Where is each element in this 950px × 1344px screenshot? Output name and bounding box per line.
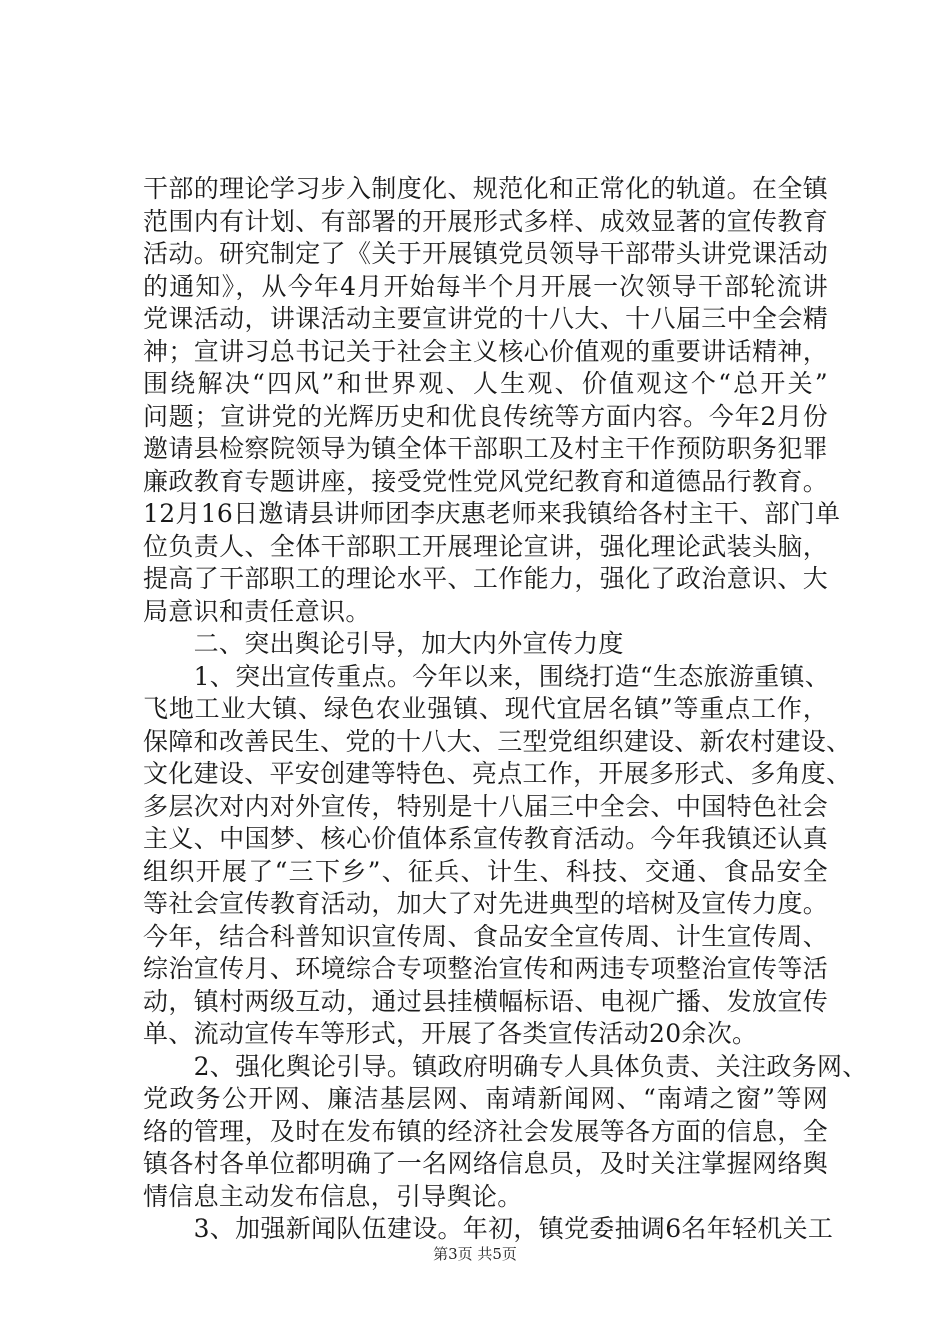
- text-line: 1、突出宣传重点。今年以来，围绕打造“生态旅游重镇、: [143, 661, 831, 691]
- text-line: 党政务公开网、廉洁基层网、南靖新闻网、“南靖之窗”等网: [143, 1084, 828, 1113]
- text-line: 主义、中国梦、核心价值体系宣传教育活动。今年我镇还认真: [143, 824, 828, 853]
- text-line: 的通知》，从今年4月开始每半个月开展一次领导干部轮流讲: [143, 271, 828, 301]
- text-line: 廉政教育专题讲座，接受党性党风党纪教育和道德品行教育。: [143, 466, 828, 496]
- text-line: 情信息主动发布信息，引导舆论。: [143, 1181, 523, 1211]
- text-line: 问题；宣讲党的光辉历史和优良传统等方面内容。今年2月份: [143, 401, 828, 431]
- text-line: 干部的理论学习步入制度化、规范化和正常化的轨道。在全镇: [143, 174, 828, 203]
- text-line: 3、加强新闻队伍建设。年初，镇党委抽调6名年轻机关工: [143, 1214, 834, 1243]
- text-line: 提高了干部职工的理论水平、工作能力，强化了政治意识、大: [143, 564, 828, 593]
- text-line: 单、流动宣传车等形式，开展了各类宣传活动20余次。: [143, 1019, 758, 1048]
- text-line: 局意识和责任意识。: [143, 596, 371, 626]
- text-line: 围绕解决“四风”和世界观、人生观、价值观这个“总开关”: [143, 369, 828, 398]
- document-body: [143, 173, 868, 1246]
- text-line: 综治宣传月、环境综合专项整治宣传和两违专项整治宣传等活: [143, 954, 828, 983]
- text-line: 今年，结合科普知识宣传周、食品安全宣传周、计生宣传周、: [143, 921, 828, 951]
- text-line: 等社会宣传教育活动，加大了对先进典型的培树及宣传力度。: [143, 889, 828, 918]
- text-line: 组织开展了“三下乡”、征兵、计生、科技、交通、食品安全: [143, 856, 828, 886]
- text-line: 动，镇村两级互动，通过县挂横幅标语、电视广播、发放宣传: [143, 986, 828, 1016]
- text-line: 保障和改善民生、党的十八大、三型党组织建设、新农村建设、: [143, 726, 852, 756]
- section-heading: 二、突出舆论引导，加大内外宣传力度: [143, 629, 624, 658]
- page-number: 第3页 共5页: [433, 1245, 517, 1263]
- text-line: 12月16日邀请县讲师团李庆惠老师来我镇给各村主干、部门单: [143, 499, 841, 528]
- text-line: 镇各村各单位都明确了一名网络信息员，及时关注掌握网络舆: [143, 1149, 828, 1178]
- text-line: 位负责人、全体干部职工开展理论宣讲，强化理论武装头脑，: [143, 531, 828, 561]
- text-line: 多层次对内对外宣传，特别是十八届三中全会、中国特色社会: [143, 791, 828, 821]
- text-line: 党课活动，讲课活动主要宣讲党的十八大、十八届三中全会精: [143, 304, 828, 333]
- text-line: 文化建设、平安创建等特色、亮点工作，开展多形式、多角度、: [143, 759, 852, 788]
- page-footer: [0, 1244, 950, 1264]
- text-line: 范围内有计划、有部署的开展形式多样、成效显著的宣传教育: [143, 206, 828, 236]
- text-line: 2、强化舆论引导。镇政府明确专人具体负责、关注政务网、: [143, 1051, 868, 1081]
- text-line: 神；宣讲习总书记关于社会主义核心价值观的重要讲话精神，: [143, 336, 828, 366]
- text-line: 络的管理，及时在发布镇的经济社会发展等各方面的信息，全: [143, 1116, 828, 1146]
- text-line: 飞地工业大镇、绿色农业强镇、现代宜居名镇”等重点工作，: [143, 694, 828, 723]
- text-line: 活动。研究制定了《关于开展镇党员领导干部带头讲党课活动: [143, 239, 828, 268]
- text-line: 邀请县检察院领导为镇全体干部职工及村主干作预防职务犯罪: [143, 434, 828, 463]
